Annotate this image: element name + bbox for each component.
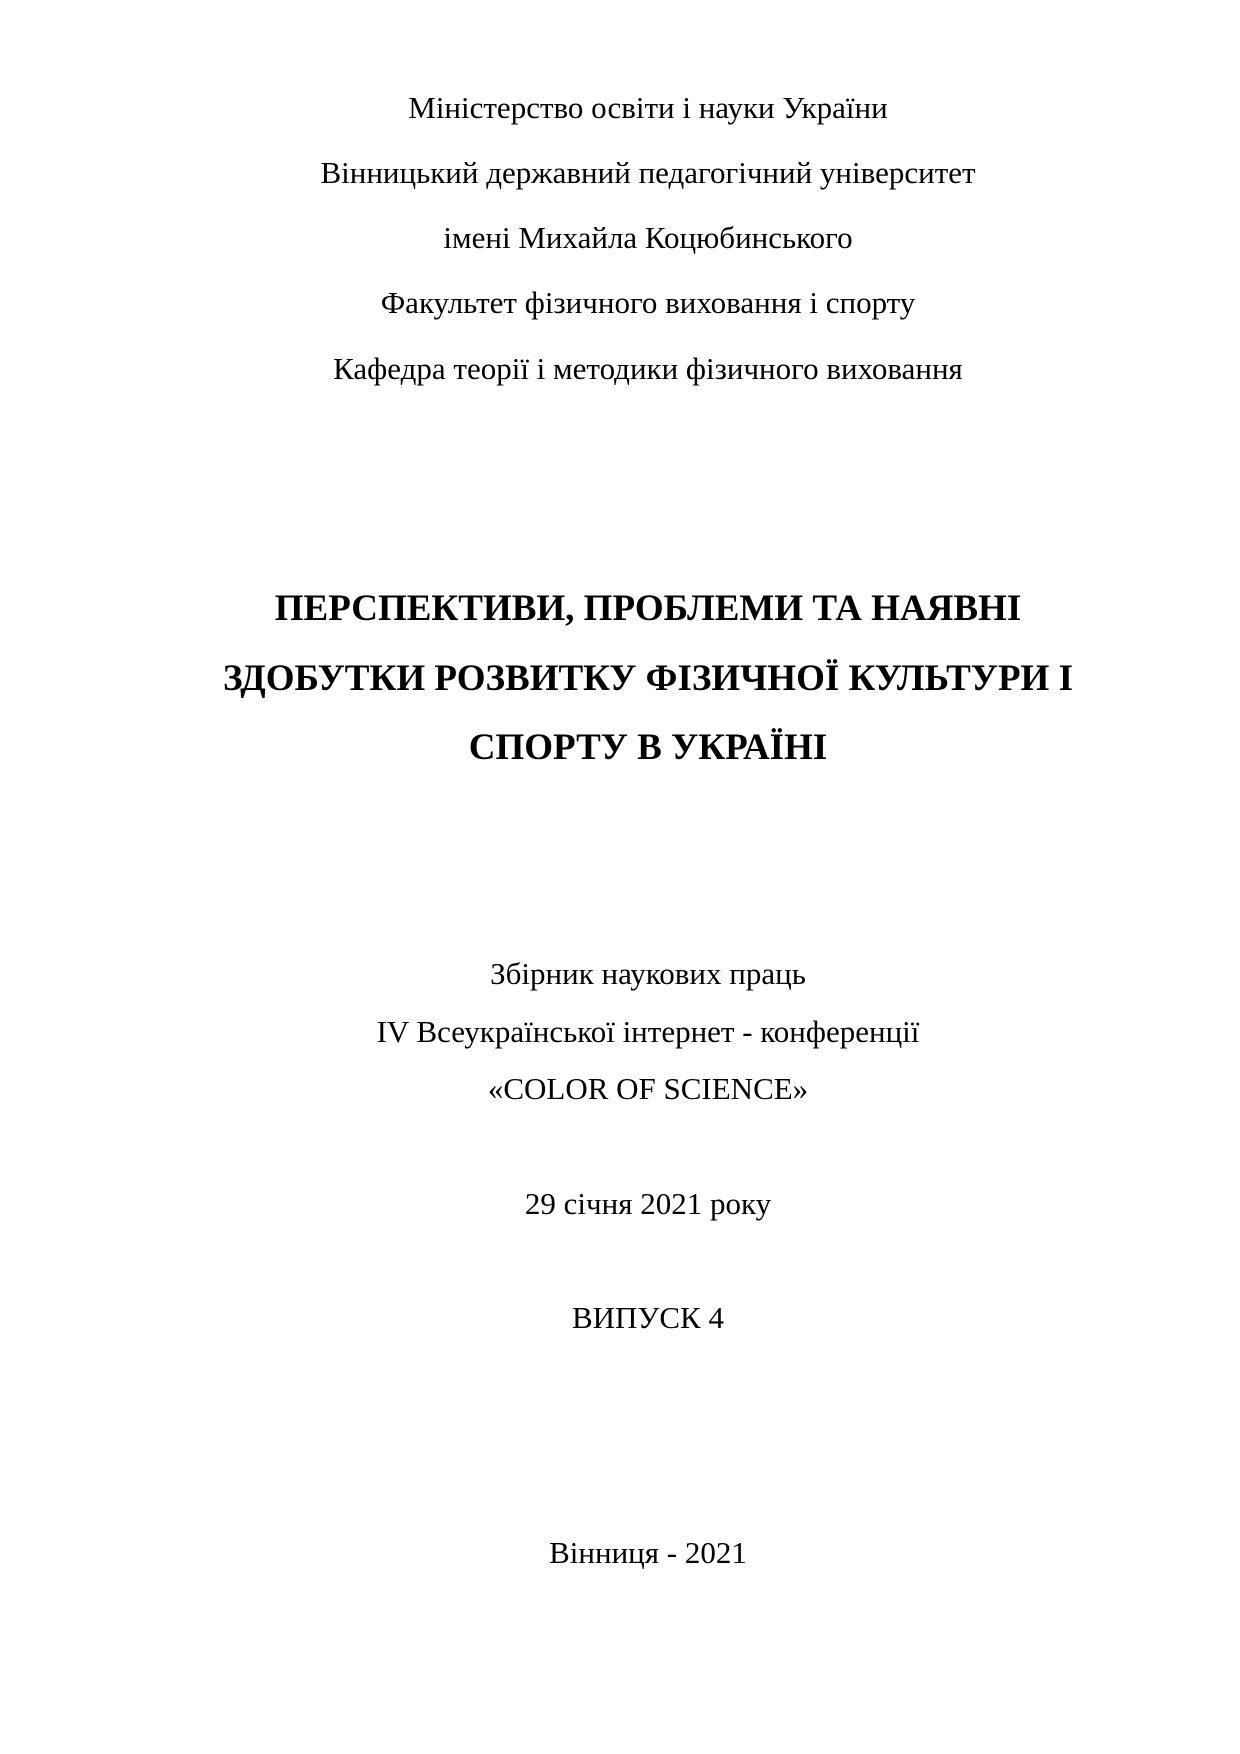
university-name: Вінницький державний педагогічний університет <box>320 155 976 190</box>
university-named-after: імені Михайла Коцюбинського <box>443 220 853 255</box>
title-line-1: ПЕРСПЕКТИВИ, ПРОБЛЕМИ ТА НАЯВНІ <box>274 588 1022 629</box>
collection-type: Збірник наукових праць <box>490 956 806 991</box>
conference-date: 29 січня 2021 року <box>524 1186 772 1221</box>
ministry-name: Міністерство освіти і науки України <box>408 90 888 125</box>
conference-name: «COLOR OF SCIENCE» <box>487 1071 809 1106</box>
conference-description: IV Всеукраїнської інтернет - конференції <box>376 1014 920 1049</box>
faculty-name: Факультет фізичного виховання і спорту <box>380 285 916 320</box>
place-year: Вінниця - 2021 <box>549 1535 747 1570</box>
issue-number: ВИПУСК 4 <box>571 1300 724 1335</box>
department-name: Кафедра теорії і методики фізичного виховання <box>333 351 963 386</box>
title-line-3: СПОРТУ В УКРАЇНІ <box>468 727 828 768</box>
title-line-2: ЗДОБУТКИ РОЗВИТКУ ФІЗИЧНОЇ КУЛЬТУРИ І <box>222 658 1073 699</box>
